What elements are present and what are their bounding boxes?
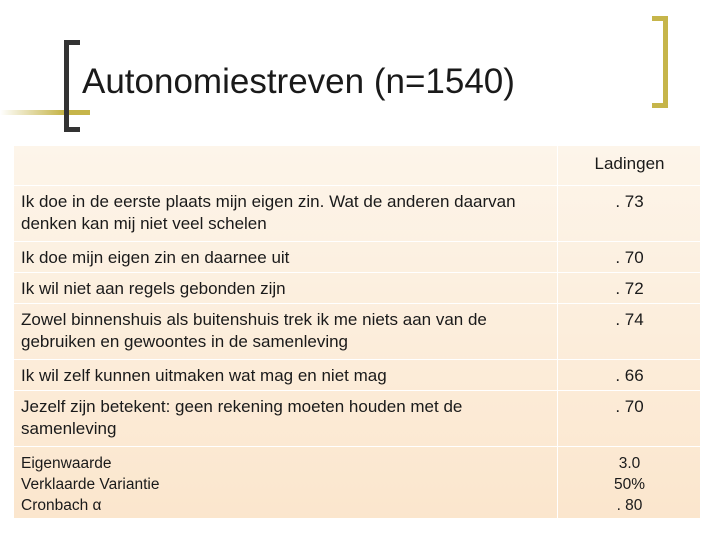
footer-label-cronbach: Cronbach α (21, 497, 102, 514)
table-header-row (14, 146, 701, 186)
loading-cell: . 74 (558, 304, 701, 360)
footer-values-cell (558, 447, 701, 519)
header-cell-item (14, 146, 558, 186)
footer-label-eigenwaarde: Eigenwaarde (21, 455, 112, 472)
table-row (14, 360, 701, 391)
item-cell: Zowel binnenshuis als buitenshuis trek ik me niets aan van de gebruiken en gewoontes in de samenleving (14, 304, 558, 360)
footer-labels-cell (14, 447, 558, 519)
loadings-table (13, 145, 701, 519)
table-row (14, 273, 701, 304)
table-footer-row (14, 447, 701, 519)
table-row (14, 242, 701, 273)
loading-cell: . 66 (558, 360, 701, 391)
footer-label-variantie: Verklaarde Variantie (21, 476, 160, 493)
table-row (14, 391, 701, 447)
footer-value-eigenwaarde: 3.0 (618, 455, 641, 472)
table-row (14, 304, 701, 360)
loading-cell: . 70 (558, 391, 701, 447)
loading-cell: . 70 (558, 242, 701, 273)
slide-title: Autonomiestreven (n=1540) (82, 62, 515, 101)
footer-value-variantie: 50% (613, 476, 646, 493)
footer-value-cronbach: . 80 (616, 497, 643, 514)
item-cell: Ik doe in de eerste plaats mijn eigen zin. Wat de anderen daarvan denken kan mij niet veel schelen (14, 186, 558, 242)
title-bracket-right (652, 16, 668, 108)
loading-cell: . 73 (558, 186, 701, 242)
loading-cell: . 72 (558, 273, 701, 304)
item-cell: Ik doe mijn eigen zin en daarnee uit (14, 242, 558, 273)
header-cell-ladingen: Ladingen (558, 146, 701, 186)
item-cell: Jezelf zijn betekent: geen rekening moeten houden met de samenleving (14, 391, 558, 447)
item-cell: Ik wil niet aan regels gebonden zijn (14, 273, 558, 304)
item-cell: Ik wil zelf kunnen uitmaken wat mag en niet mag (14, 360, 558, 391)
table-row (14, 186, 701, 242)
title-bracket-left (64, 40, 80, 132)
